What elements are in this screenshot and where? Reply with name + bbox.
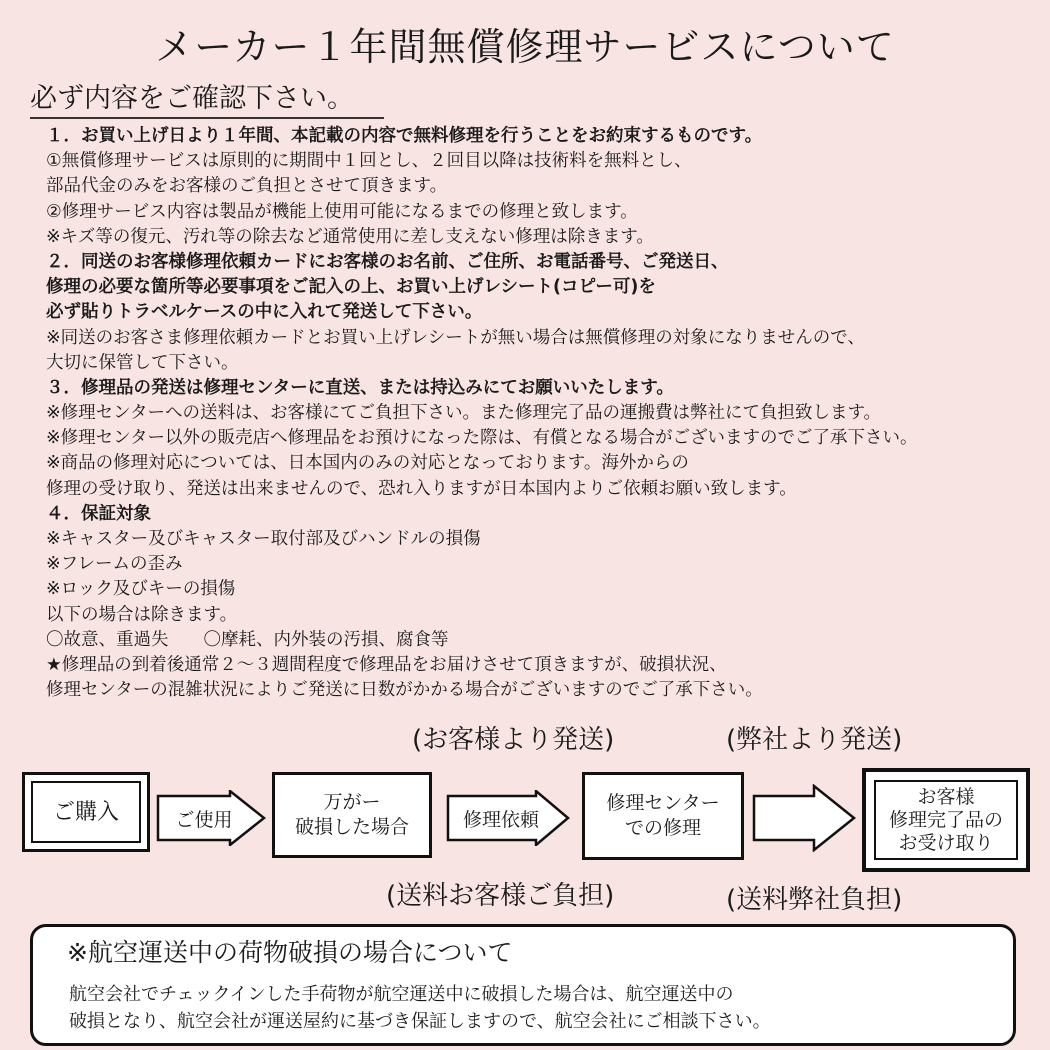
terms-line: 大切に保管して下さい。	[46, 352, 239, 373]
step-damaged-line2: 破損した場合	[294, 816, 409, 838]
step-damaged-line1: 万がー	[323, 791, 381, 813]
terms-body	[46, 124, 1046, 703]
terms-line: ４．保証対象	[46, 503, 151, 524]
label-company-send: (弊社より発送)	[726, 725, 903, 755]
step-damaged-box	[272, 772, 432, 858]
terms-line: ※修理センターへの送料は、お客様にてご負担下さい。また修理完了品の運搬費は弊社にて負担致します。	[46, 403, 882, 424]
label-customer-send: (お客様より発送)	[412, 725, 615, 755]
note-body	[69, 981, 771, 1035]
step-request-label: 修理依頼	[462, 808, 539, 831]
terms-line: ２．同送のお客様修理依頼カードにお客様のお名前、ご住所、お電話番号、ご発送日、	[46, 251, 729, 272]
terms-line: ※修理センター以外の販売店へ修理品をお預けになった際は、有償となる場合がございますのでご了承下さい。	[46, 428, 918, 449]
terms-line: ※キズ等の復元、汚れ等の除去など通常使用に差し支えない修理は除きます。	[46, 226, 654, 247]
terms-line: 以下の場合は除きます。	[46, 604, 238, 625]
step-damaged-label	[295, 790, 409, 840]
terms-line: ※ロック及びキーの損傷	[46, 579, 236, 600]
page-subtitle: 必ず内容をご確認下さい。	[30, 82, 384, 119]
terms-line: ★修理品の到着後通常２～３週間程度で修理品をお届けさせて頂きますが、破損状況、	[46, 654, 727, 675]
terms-line: 修理の受け取り、発送は出来ませんので、恐れ入りますが日本国内よりご依頼お願い致します。	[46, 478, 797, 499]
terms-line: ※同送のお客さま修理依頼カードとお買い上げレシートが無い場合は無償修理の対象になりませんので、	[46, 327, 865, 348]
label-shipping-customer: (送料お客様ご負担)	[386, 881, 615, 911]
terms-line: 部品代金のみをお客様のご負担とさせて頂きます。	[46, 176, 448, 197]
step-center-line1: 修理センター	[606, 792, 720, 814]
step-use-label: ご使用	[175, 808, 233, 831]
note-body-line2: 破損となり、航空会社が運送屋約に基づき保証しますので、航空会社にご相談下さい。	[69, 1011, 771, 1032]
terms-line: ※フレームの歪み	[46, 554, 183, 575]
step-done-label	[874, 780, 1018, 860]
note-title: ※航空運送中の荷物破損の場合について	[67, 938, 513, 967]
terms-line: ３．修理品の発送は修理センターに直送、または持込みにてお願いいたします。	[46, 377, 674, 398]
terms-line: ※キャスター及びキャスター取付部及びハンドルの損傷	[46, 529, 481, 549]
step-done-line1: お客様	[917, 785, 975, 808]
terms-line: １．お買い上げ日より１年間、本記載の内容で無料修理を行うことをお約束するものです。	[46, 126, 763, 146]
step-purchase-box	[22, 772, 150, 852]
label-shipping-company: (送料弊社負担)	[726, 885, 903, 915]
terms-line: ①無償修理サービスは原則的に期間中１回とし、２回目以降は技術料を無料とし、	[46, 151, 692, 172]
step-center-label	[606, 791, 719, 841]
arrow-return	[752, 784, 856, 852]
step-done-line2: 修理完了品の	[888, 808, 1003, 831]
terms-line: 必ず貼りトラベルケースの中に入れて発送して下さい。	[46, 302, 483, 323]
step-center-box	[582, 772, 744, 860]
page-title: メーカー１年間無償修理サービスについて	[155, 25, 895, 69]
step-done-box	[862, 768, 1030, 872]
terms-line: ※商品の修理対応については、日本国内のみの対応となっております。海外からの	[46, 453, 689, 474]
terms-line: 修理センターの混雑状況によりご発送に日数がかかる場合がございますのでご了承下さい。	[46, 680, 763, 701]
step-purchase-label: ご購入	[31, 781, 141, 843]
step-use	[156, 790, 266, 846]
step-center-line2: での修理	[624, 817, 701, 839]
air-transport-note	[30, 924, 1016, 1046]
step-done-line3: お受け取り	[898, 831, 994, 854]
terms-line: 修理の必要な箇所等必要事項をご記入の上、お買い上げレシート(コピー可)を	[46, 277, 656, 298]
terms-line: 〇故意、重過失 〇摩耗、内外装の汚損、腐食等	[46, 629, 449, 650]
note-body-line1: 航空会社でチェックインした手荷物が航空運送中に破損した場合は、航空運送中の	[69, 984, 734, 1005]
step-request	[446, 790, 570, 846]
terms-line: ②修理サービス内容は製品が機能上使用可能になるまでの修理と致します。	[46, 201, 638, 222]
